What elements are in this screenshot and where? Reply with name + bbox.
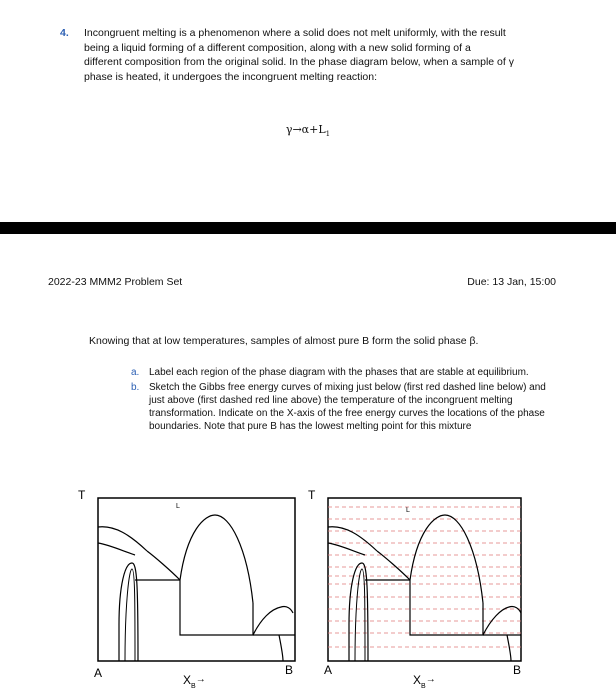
b-axis-label: B bbox=[285, 663, 294, 677]
peritectic-curve bbox=[147, 551, 180, 580]
task-letter: a. bbox=[131, 367, 140, 378]
diagram-frame bbox=[328, 498, 521, 661]
due-date: Due: 13 Jan, 15:00 bbox=[467, 276, 556, 288]
page-divider bbox=[0, 222, 616, 234]
x-axis-label: $X_B^\to$ bbox=[413, 673, 436, 690]
liquidus-right bbox=[483, 606, 521, 635]
alpha-lens-inner bbox=[125, 569, 135, 661]
liquid-region-label: L bbox=[176, 503, 180, 510]
liquidus-left bbox=[98, 527, 147, 551]
question-line: phase is heated, it undergoes the incongruent melting reaction: bbox=[84, 70, 378, 83]
question-line: being a liquid forming of a different composition, along with a new solid forming of a bbox=[84, 41, 471, 54]
diagram-frame bbox=[98, 498, 295, 661]
phase-diagram-right bbox=[305, 485, 535, 695]
intro-text: Knowing that at low temperatures, samples of almost pure B form the solid phase β. bbox=[89, 335, 479, 347]
a-axis-label: A bbox=[94, 666, 103, 680]
gamma-dome bbox=[180, 515, 253, 603]
question-line: different composition from the original solid. In the phase diagram below, when a sample of γ bbox=[84, 56, 514, 68]
task-list bbox=[131, 366, 551, 435]
task-item-a bbox=[131, 366, 551, 379]
task-text: Label each region of the phase diagram with the phases that are stable at equilibrium. bbox=[149, 367, 529, 378]
reaction-equation bbox=[0, 123, 616, 138]
phase-diagram-left bbox=[75, 485, 305, 695]
beta-solvus bbox=[507, 635, 511, 661]
reaction-text: γ→α+L bbox=[285, 123, 326, 136]
b-axis-label: B bbox=[513, 663, 522, 677]
x-axis-label: $X_B^\to$ bbox=[183, 673, 206, 690]
task-letter: b. bbox=[131, 382, 140, 393]
gamma-region bbox=[180, 580, 253, 635]
question-block bbox=[60, 26, 560, 84]
problem-set-title: 2022-23 MMM2 Problem Set bbox=[48, 276, 183, 288]
question-number: 4. bbox=[60, 27, 69, 39]
liquidus-right bbox=[253, 606, 293, 635]
alpha-solvus bbox=[98, 543, 135, 555]
question-text bbox=[84, 26, 560, 84]
task-item-b bbox=[131, 381, 551, 433]
a-axis-label: A bbox=[324, 663, 333, 677]
dashed-guides bbox=[328, 507, 521, 647]
question-line: Incongruent melting is a phenomenon where a solid does not melt uniformly, with the result bbox=[84, 27, 506, 39]
reaction-subscript: 1 bbox=[325, 130, 331, 139]
t-axis-label: T bbox=[78, 488, 86, 502]
t-axis-label: T bbox=[308, 488, 316, 502]
gamma-dome bbox=[410, 515, 483, 603]
gamma-region bbox=[410, 580, 483, 635]
liquid-region-label: L bbox=[406, 507, 410, 514]
liquidus-left bbox=[328, 527, 377, 551]
task-text: Sketch the Gibbs free energy curves of mixing just below (first red dashed line below) and just above (first dashed red line above) the temperature of the incongruent melting transformation. Indicate on the X-axis of the free energy curves the locations of the phase boundaries. Note that pure B has the lowest melting point for this mixture bbox=[149, 382, 546, 432]
alpha-solvus bbox=[328, 543, 365, 555]
beta-solvus bbox=[279, 635, 283, 661]
